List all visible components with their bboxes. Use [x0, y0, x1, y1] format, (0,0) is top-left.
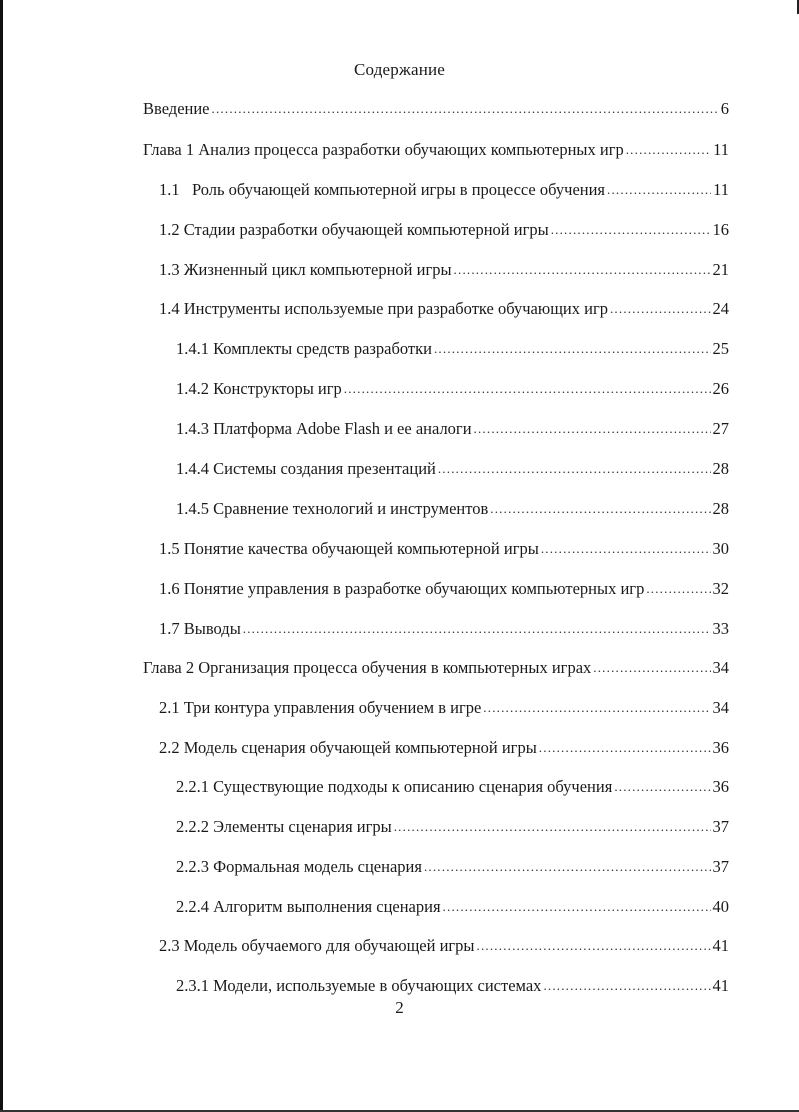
- toc-entry-page: 11: [713, 140, 729, 159]
- toc-entry-page: 41: [712, 936, 729, 955]
- toc-leader-dots: [344, 378, 711, 400]
- toc-entry: [176, 856, 729, 878]
- toc-leader-dots: [443, 896, 711, 918]
- toc-entry-label: 1.4.2 Конструкторы игр: [176, 379, 342, 398]
- toc-entry: [143, 657, 729, 679]
- toc-leader-dots: [474, 418, 711, 440]
- toc-entry-label: Глава 2 Организация процесса обучения в компьютерных играх: [143, 658, 592, 677]
- toc-entry-page: 28: [712, 499, 729, 518]
- toc-leader-dots: [490, 498, 710, 520]
- toc-leader-dots: [593, 657, 710, 679]
- toc-entry-page: 25: [712, 339, 729, 358]
- toc-entry: [159, 618, 729, 640]
- toc-entry-page: 26: [712, 379, 729, 398]
- toc-entry-label: 2.2.3 Формальная модель сценария: [176, 857, 422, 876]
- toc-entry-page: 27: [712, 419, 729, 438]
- toc-leader-dots: [434, 338, 711, 360]
- toc-entry-label: 1.5 Понятие качества обучающей компьютерной игры: [159, 539, 539, 558]
- toc-entry: [159, 179, 729, 201]
- toc-entry-page: 37: [712, 817, 729, 836]
- toc-leader-dots: [607, 179, 711, 201]
- toc-entry-label: 2.2 Модель сценария обучающей компьютерной игры: [159, 738, 537, 757]
- toc-entry: [159, 538, 729, 560]
- toc-entry: [159, 737, 729, 759]
- toc-leader-dots: [454, 259, 711, 281]
- page-number: 2: [395, 998, 404, 1017]
- toc-leader-dots: [483, 697, 710, 719]
- toc-entry-label: 1.4.4 Системы создания презентаций: [176, 459, 436, 478]
- toc-entry-label: 1.7 Выводы: [159, 619, 241, 638]
- toc-entry-page: 36: [712, 738, 729, 757]
- toc-entry: [159, 259, 729, 281]
- toc-entry-label: 1.3 Жизненный цикл компьютерной игры: [159, 260, 452, 279]
- toc-entry: [176, 418, 729, 440]
- toc-entry-label: 1.6 Понятие управления в разработке обучающих компьютерных игр: [159, 579, 645, 598]
- page-title: Содержание: [353, 60, 446, 79]
- toc-entry: [159, 219, 729, 241]
- toc-entry: [143, 98, 729, 120]
- toc-entry: [159, 935, 729, 957]
- toc-leader-dots: [551, 219, 711, 241]
- toc-entry-page: 16: [712, 220, 729, 239]
- toc-entry-page: 11: [713, 180, 729, 199]
- toc-entry: [176, 458, 729, 480]
- toc-entry-label: 1.4.3 Платформа Adobe Flash и ее аналоги: [176, 419, 472, 438]
- toc-entry-page: 32: [712, 579, 729, 598]
- toc-entry-label: 2.2.2 Элементы сценария игры: [176, 817, 392, 836]
- toc-entry-page: 6: [720, 99, 729, 118]
- toc-leader-dots: [614, 776, 710, 798]
- toc-entry-label: 1.1 Роль обучающей компьютерной игры в процессе обучения: [159, 180, 606, 199]
- toc-entry-label: 1.4 Инструменты используемые при разработке обучающих игр: [159, 299, 608, 318]
- toc-entry: [176, 896, 729, 918]
- toc-entry: [159, 697, 729, 719]
- toc-leader-dots: [438, 458, 711, 480]
- toc-leader-dots: [610, 298, 711, 320]
- toc-entry-page: 33: [712, 619, 729, 638]
- toc-entry: [176, 338, 729, 360]
- toc-entry: [176, 816, 729, 838]
- toc-entry-page: 41: [712, 976, 729, 995]
- toc-entry-label: 2.2.1 Существующие подходы к описанию сценария обучения: [176, 777, 613, 796]
- toc-entry-page: 28: [712, 459, 729, 478]
- toc-entry-label: 2.3 Модель обучаемого для обучающей игры: [159, 936, 475, 955]
- toc-entry-page: 40: [712, 897, 729, 916]
- toc-entry-page: 37: [712, 857, 729, 876]
- toc-entry: [159, 578, 729, 600]
- toc-entry-label: Глава 1 Анализ процесса разработки обучающих компьютерных игр: [143, 140, 624, 159]
- toc-leader-dots: [394, 816, 711, 838]
- toc-entry-page: 24: [712, 299, 729, 318]
- toc-entry: [176, 378, 729, 400]
- toc-entry-label: 1.4.1 Комплекты средств разработки: [176, 339, 432, 358]
- toc-entry-label: Введение: [143, 99, 210, 118]
- toc-entry-label: 2.2.4 Алгоритм выполнения сценария: [176, 897, 441, 916]
- toc-leader-dots: [646, 578, 710, 600]
- toc-entry-page: 34: [712, 658, 729, 677]
- toc-entry-page: 34: [712, 698, 729, 717]
- toc-leader-dots: [541, 538, 711, 560]
- toc-leader-dots: [212, 98, 719, 120]
- toc-entry-label: 2.3.1 Модели, используемые в обучающих системах: [176, 976, 542, 995]
- toc-entry-label: 1.4.5 Сравнение технологий и инструментов: [176, 499, 489, 518]
- toc-entry-page: 36: [712, 777, 729, 796]
- toc-leader-dots: [626, 139, 711, 161]
- toc-entry-page: 30: [712, 539, 729, 558]
- toc-entry-label: 2.1 Три контура управления обучением в игре: [159, 698, 482, 717]
- toc-leader-dots: [243, 618, 711, 640]
- toc-entry: [143, 139, 729, 161]
- toc-leader-dots: [543, 975, 710, 997]
- toc-leader-dots: [477, 935, 711, 957]
- toc-entry: [176, 776, 729, 798]
- toc-entry-label: 1.2 Стадии разработки обучающей компьютерной игры: [159, 220, 549, 239]
- toc-leader-dots: [424, 856, 711, 878]
- toc-entry: [159, 298, 729, 320]
- toc-entry-page: 21: [712, 260, 729, 279]
- toc-entry: [176, 975, 729, 997]
- toc-leader-dots: [539, 737, 711, 759]
- toc-entry: [176, 498, 729, 520]
